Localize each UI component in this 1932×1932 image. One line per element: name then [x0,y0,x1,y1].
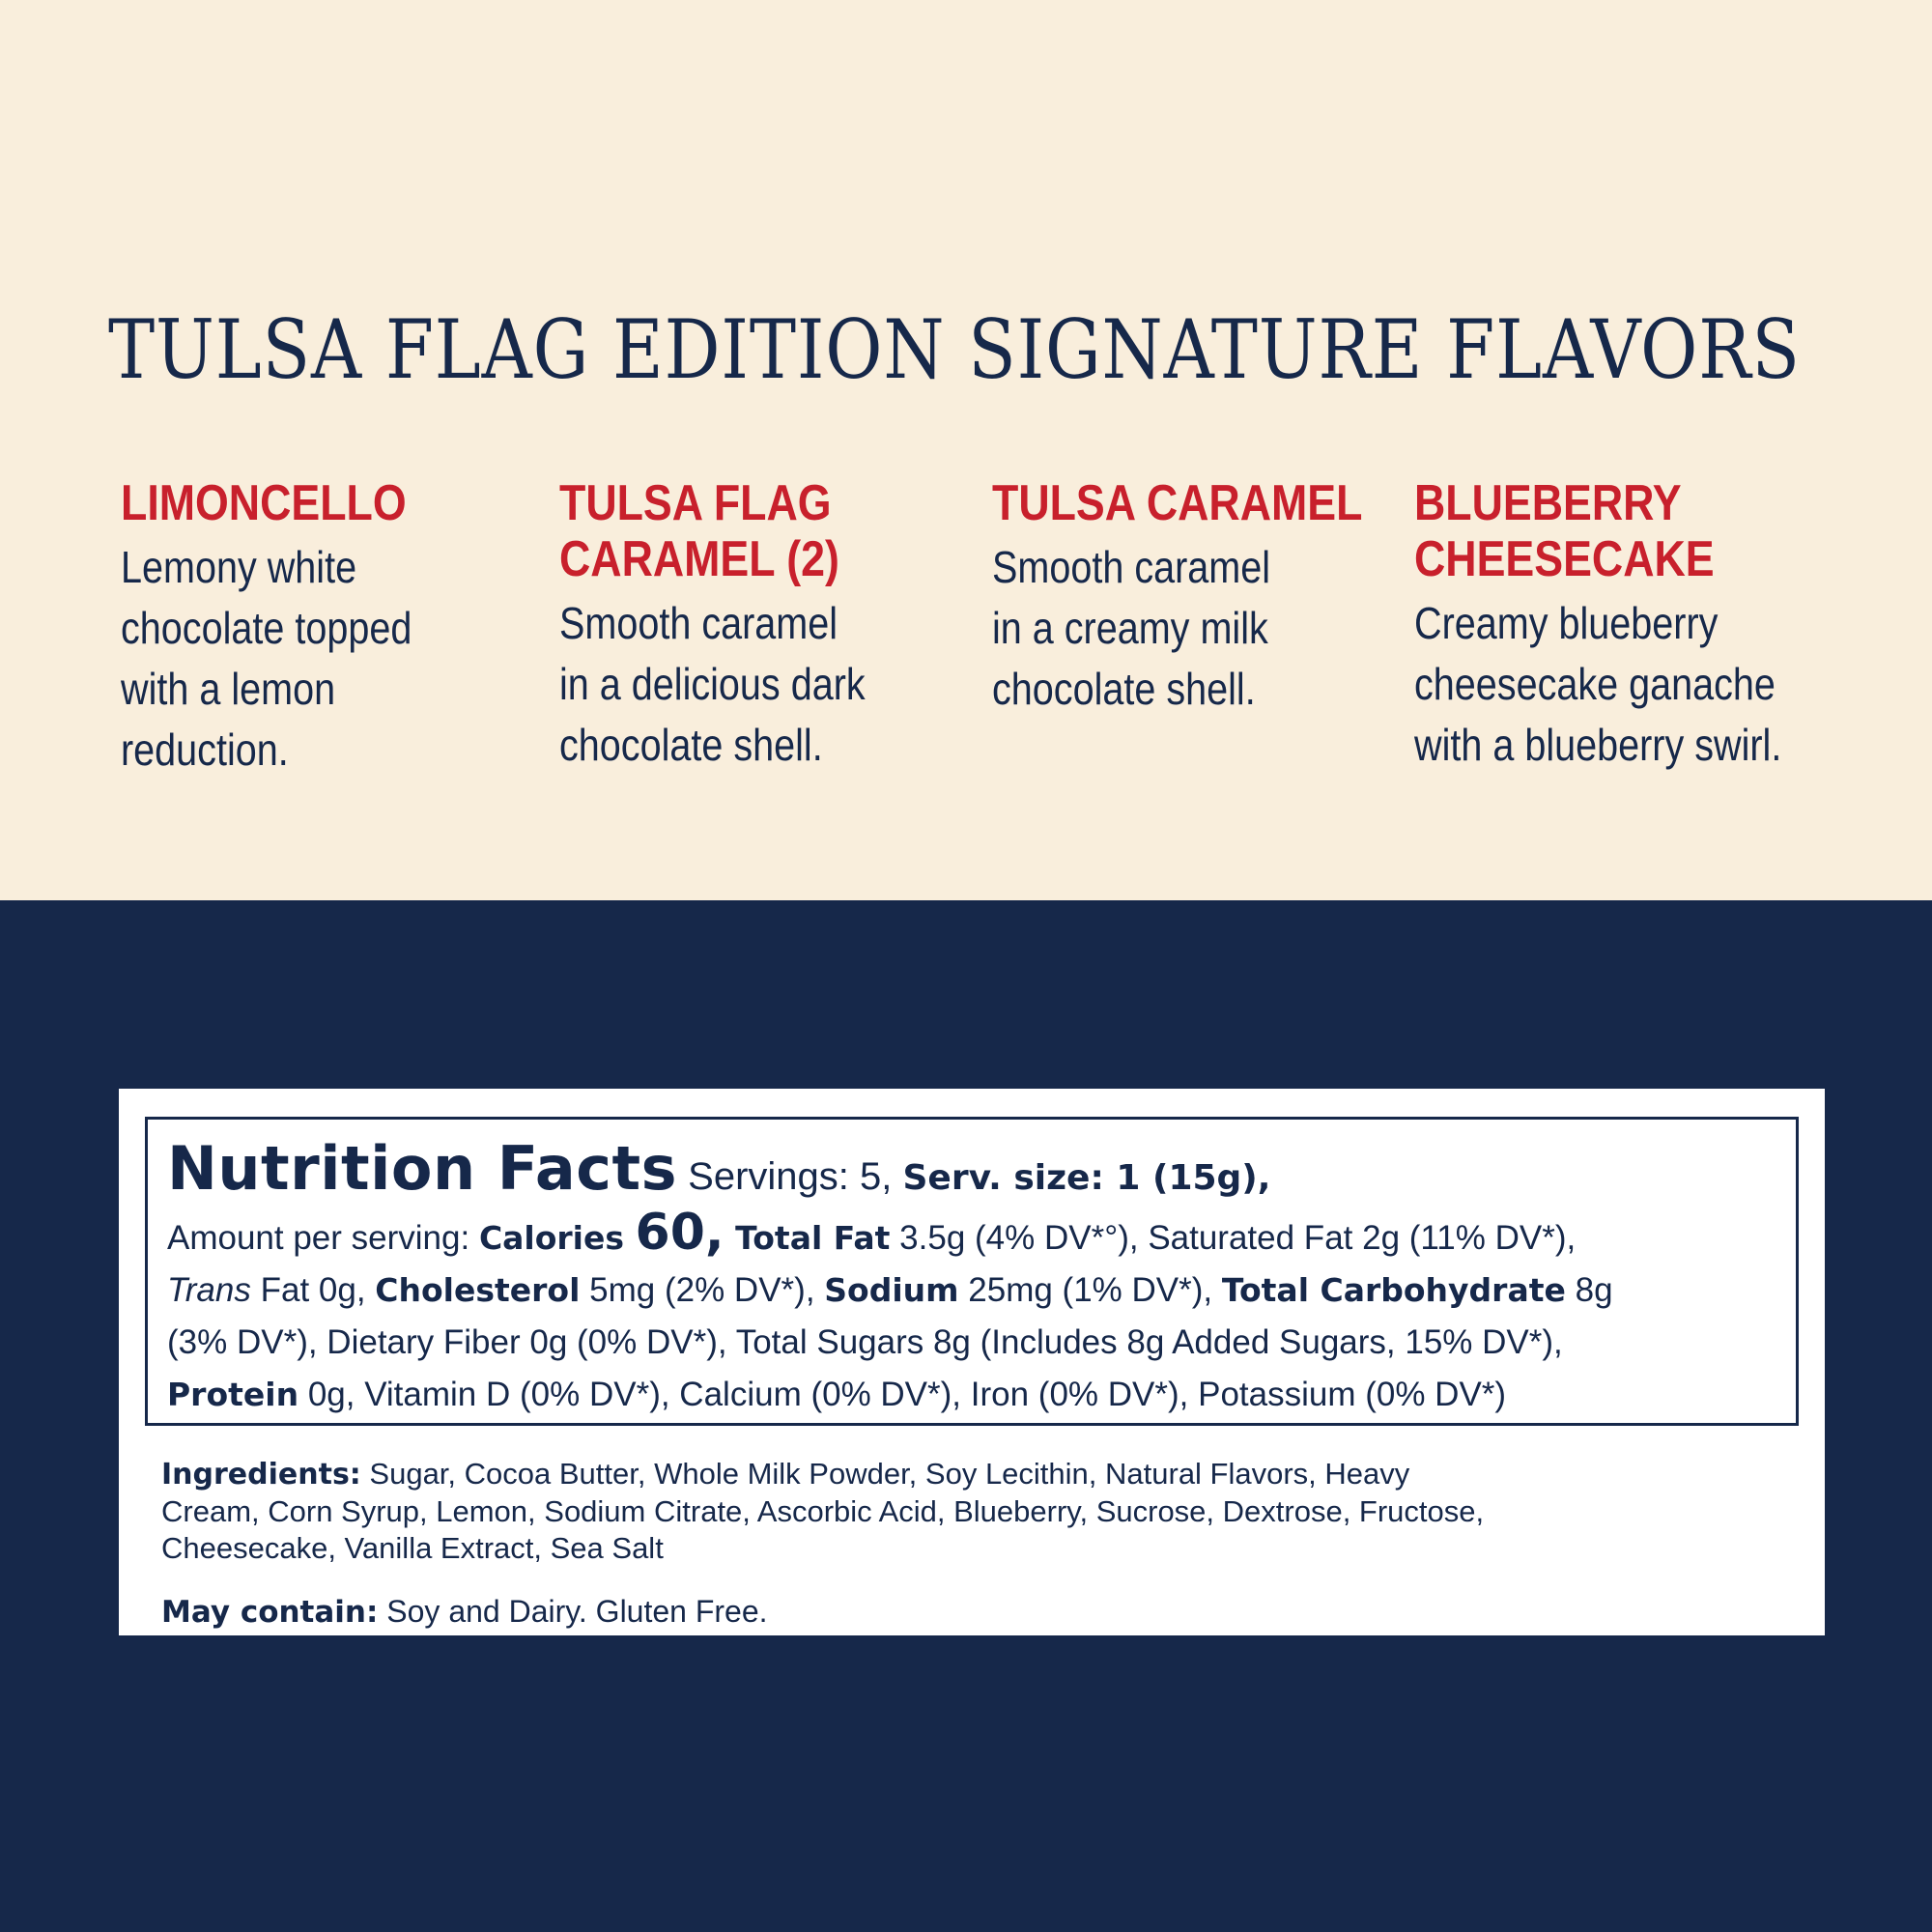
flavor-name: LIMONCELLO [121,475,407,531]
serving-size: Serv. size: 1 (15g), [902,1158,1271,1198]
flavor-description: Creamy blueberry cheesecake ganache with a blueberry swirl. [1414,598,1782,770]
nutrition-panel [119,1089,1825,1635]
flavor-blueberry-cheesecake [1414,475,1841,776]
flavor-tulsa-caramel [992,475,1423,720]
allergen-statement: May contain: Soy and Dairy. Gluten Free. [161,1594,768,1630]
flavor-limoncello [121,475,459,781]
flavor-description: Smooth caramel in a delicious dark chocolate shell. [559,598,866,770]
flavors-section [0,0,1932,900]
ingredients-list: Ingredients: Sugar, Cocoa Butter, Whole Milk Powder, Soy Lecithin, Natural Flavors, Heavy Cream, Corn Syrup, Lemon, Sodium Citrate, Ascorbic Acid, Blueberry, Sucrose, Dextrose, Fructose, Cheesecake, Vanilla Extract, Sea Salt [161,1457,1485,1565]
nutrition-details [167,1204,1796,1421]
nutrition-facts-box [145,1117,1799,1426]
flavor-tulsa-flag-caramel [559,475,915,776]
servings: Servings: 5, [677,1155,903,1198]
nutrition-line: (3% DV*), Dietary Fiber 0g (0% DV*), Total Sugars 8g (Includes 8g Added Sugars, 15% DV*), [167,1323,1563,1361]
calories-value: 60, [635,1204,724,1262]
nutrition-line: Trans Fat 0g, Cholesterol 5mg (2% DV*), Sodium 25mg (1% DV*), Total Carbohydrate 8g [167,1271,1613,1309]
flavor-name: TULSA CARAMEL [992,475,1363,531]
nutrition-line: Amount per serving: Calories 60, Total Fat 3.5g (4% DV*°), Saturated Fat 2g (11% DV*), [167,1204,1577,1262]
page-title: TULSA FLAG EDITION SIGNATURE FLAVORS [108,302,1801,397]
ingredients-label: Ingredients: [161,1458,361,1492]
nutrition-header [167,1133,1796,1207]
nutrition-title: Nutrition Facts [167,1133,678,1204]
flavor-description: Lemony white chocolate topped with a lemon reduction. [121,542,412,775]
flavor-name: TULSA FLAG CARAMEL (2) [559,475,839,587]
flavor-name: BLUEBERRY CHEESECAKE [1414,475,1715,587]
may-contain-label: May contain: [161,1595,379,1630]
flavor-description: Smooth caramel in a creamy milk chocolate shell. [992,542,1271,714]
nutrition-line: Protein 0g, Vitamin D (0% DV*), Calcium (0% DV*), Iron (0% DV*), Potassium (0% DV*) [167,1376,1507,1413]
